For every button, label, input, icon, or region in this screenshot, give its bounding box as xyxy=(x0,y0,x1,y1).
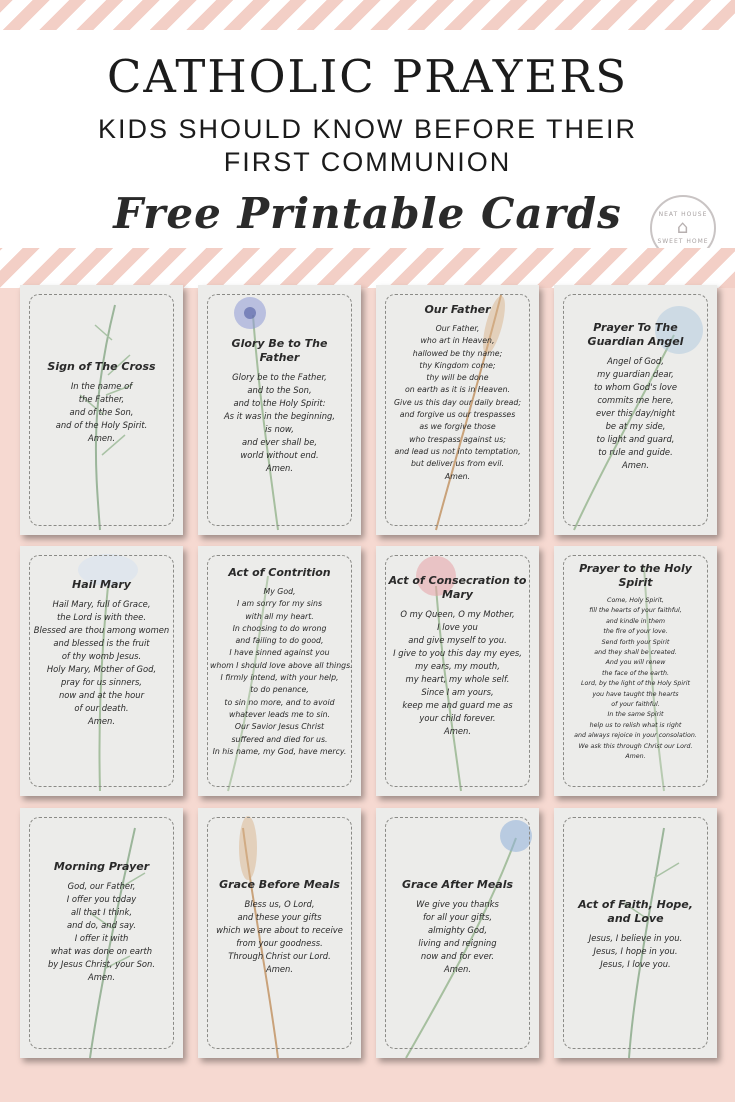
prayer-card xyxy=(198,285,361,535)
card-title: Act of Contrition xyxy=(228,566,331,579)
prayer-line: In the name of xyxy=(70,381,133,391)
prayer-line: and kindle in them xyxy=(605,617,666,625)
prayer-line: and ever shall be, xyxy=(241,437,318,447)
prayer-card xyxy=(554,285,717,535)
prayer-line: to rule and guide. xyxy=(598,447,673,457)
card-title: Act of Consecration to Mary xyxy=(388,574,527,601)
card-title: Morning Prayer xyxy=(53,860,150,873)
card-content xyxy=(388,574,527,738)
prayer-line: O my Queen, O my Mother, xyxy=(400,609,515,619)
prayer-line: Jesus, I love you. xyxy=(600,959,671,969)
prayer-line: Come, Holy Spirit, xyxy=(607,597,664,604)
prayer-line: In choosing to do wrong xyxy=(232,623,327,633)
prayer-line: world without end. xyxy=(240,450,319,460)
prayer-line: keep me and guard me as xyxy=(402,700,513,710)
prayer-line: Amen. xyxy=(444,471,471,481)
prayer-line: the face of the earth. xyxy=(602,669,669,677)
prayer-line: Holy Mary, Mother of God, xyxy=(46,664,157,674)
prayer-line: and of the Son, xyxy=(69,407,134,417)
prayer-line: who trespass against us; xyxy=(409,434,506,444)
prayer-line: Send forth your Spirit xyxy=(601,638,670,646)
prayer-line: as we forgive those xyxy=(419,422,496,432)
prayer-line: I firmly intend, with your help, xyxy=(220,673,339,683)
prayer-line: help us to relish what is right xyxy=(589,721,682,729)
prayer-card xyxy=(554,546,717,796)
prayer-card xyxy=(376,546,539,796)
prayer-line: to sin no more, and to avoid xyxy=(224,697,335,707)
prayer-line: of our death. xyxy=(74,703,129,713)
prayer-card xyxy=(20,285,183,535)
card-content xyxy=(210,566,353,758)
prayer-line: be at my side, xyxy=(605,421,666,431)
prayer-line: And you will renew xyxy=(605,659,666,667)
card-title: Our Father xyxy=(424,303,491,316)
prayer-line: my heart, my whole self. xyxy=(405,674,510,684)
prayer-line: and failing to do good, xyxy=(235,636,324,646)
prayer-line: and of the Holy Spirit. xyxy=(55,420,148,430)
card-content xyxy=(566,562,705,763)
prayer-line: ever this day/night xyxy=(595,408,676,418)
prayer-line: all that I think, xyxy=(71,907,132,917)
prayer-line: the fire of your love. xyxy=(603,628,668,636)
prayer-line: now and at the hour xyxy=(58,690,145,700)
prayer-line: Amen. xyxy=(625,753,646,761)
prayer-line: Amen. xyxy=(621,460,649,470)
card-title: Glory Be to The Father xyxy=(231,337,328,364)
prayer-line: Bless us, O Lord, xyxy=(244,899,315,909)
prayer-line: whatever leads me to sin. xyxy=(228,709,331,719)
prayer-line: who art in Heaven, xyxy=(420,336,495,346)
prayer-line: and do, and say. xyxy=(66,920,137,930)
prayer-line: pray for us sinners, xyxy=(61,677,142,687)
prayer-line: I offer it with xyxy=(74,933,129,943)
prayer-line: but deliver us from evil. xyxy=(410,459,505,469)
prayer-line: to whom God's love xyxy=(594,382,677,392)
prayer-line: almighty God, xyxy=(427,925,488,935)
prayer-line: Hail Mary, full of Grace, xyxy=(52,599,151,609)
prayer-line: whom I should love above all things. xyxy=(210,660,353,670)
prayer-line: Jesus, I believe in you. xyxy=(588,933,683,943)
prayer-line: Jesus, I hope in you. xyxy=(593,946,678,956)
card-title: Prayer to the Holy Spirit xyxy=(579,562,692,589)
prayer-line: Since I am yours, xyxy=(421,687,494,697)
prayer-line: and lead us not into temptation, xyxy=(394,446,521,456)
page-subtitle: KIDS SHOULD KNOW BEFORE THEIR FIRST COMMUNION xyxy=(97,114,638,177)
prayer-line: Our Savior Jesus Christ xyxy=(234,722,325,732)
badge-bottom-text: SWEET HOME xyxy=(657,238,709,245)
prayer-card xyxy=(554,808,717,1058)
prayer-line: commits me here, xyxy=(597,395,674,405)
prayer-line: thy Kingdom come; xyxy=(419,360,496,370)
card-content xyxy=(32,578,171,728)
prayer-line: As it was in the beginning, xyxy=(223,411,336,421)
prayer-line: living and reigning xyxy=(418,938,497,948)
card-content xyxy=(388,878,527,976)
prayer-line: from your goodness. xyxy=(236,938,323,948)
prayer-line: Amen. xyxy=(265,964,293,974)
prayer-line: Give us this day our daily bread; xyxy=(394,397,521,407)
badge-top-text: NEAT HOUSE xyxy=(658,211,708,218)
prayer-line: now and for ever. xyxy=(420,951,495,961)
prayer-line: what was done on earth xyxy=(50,946,153,956)
prayer-card xyxy=(20,808,183,1058)
prayer-line: and forgive us our trespasses xyxy=(399,410,516,420)
card-content xyxy=(210,337,349,475)
prayer-line: Amen. xyxy=(443,964,471,974)
prayer-card xyxy=(376,808,539,1058)
prayer-line: Amen. xyxy=(265,463,293,473)
prayer-line: to do penance, xyxy=(250,685,309,695)
card-content xyxy=(566,321,705,472)
prayer-line: I am sorry for my sins xyxy=(236,599,323,609)
prayer-line: the Lord is with thee. xyxy=(57,612,146,622)
card-title: Hail Mary xyxy=(72,578,131,591)
prayer-line: by Jesus Christ, your Son. xyxy=(47,959,156,969)
prayer-line: for all your gifts, xyxy=(422,912,493,922)
prayer-line: of thy womb Jesus. xyxy=(61,651,142,661)
prayer-line: We ask this through Christ our Lord. xyxy=(578,742,693,750)
prayer-line: fill the hearts of your faithful, xyxy=(589,607,682,615)
prayer-line: and blessed is the fruit xyxy=(53,638,150,648)
house-icon: ⌂ xyxy=(676,217,690,238)
prayer-card xyxy=(198,546,361,796)
prayer-line: We give you thanks xyxy=(416,899,499,909)
card-title: Act of Faith, Hope, and Love xyxy=(578,898,693,925)
prayer-line: and always rejoice in your consolation. xyxy=(574,732,697,740)
prayer-line: My God, xyxy=(263,587,296,596)
prayer-line: I have sinned against you xyxy=(229,648,330,658)
prayer-line: your child forever. xyxy=(419,713,496,723)
prayer-line: the Father, xyxy=(78,394,125,404)
prayer-line: Amen. xyxy=(443,726,471,736)
card-title: Prayer To The Guardian Angel xyxy=(587,321,684,348)
prayer-line: Our Father, xyxy=(435,324,480,333)
card-content xyxy=(32,860,171,984)
prayer-line: Amen. xyxy=(87,716,115,726)
prayer-line: and to the Son, xyxy=(247,385,312,395)
prayer-line: you have taught the hearts xyxy=(592,690,679,698)
card-title: Grace After Meals xyxy=(401,878,514,891)
prayer-line: and they shall be created. xyxy=(594,649,677,657)
prayer-line: I offer you today xyxy=(66,894,137,904)
prayer-card xyxy=(376,285,539,535)
prayer-line: and these your gifts xyxy=(237,912,322,922)
prayer-line: my guardian dear, xyxy=(597,369,674,379)
prayer-line: In the same Spirit xyxy=(607,711,664,719)
prayer-line: In his name, my God, have mercy. xyxy=(212,746,347,756)
prayer-line: which we are about to receive xyxy=(216,925,343,935)
card-content xyxy=(388,303,527,483)
card-content xyxy=(566,898,705,971)
prayer-line: is now, xyxy=(265,424,294,434)
prayer-line: I love you xyxy=(437,622,478,632)
prayer-line: Glory be to the Father, xyxy=(232,372,327,382)
card-content xyxy=(210,878,349,976)
prayer-line: and give myself to you. xyxy=(408,635,507,645)
prayer-line: on earth as it is in Heaven. xyxy=(404,385,511,395)
prayer-line: hallowed be thy name; xyxy=(412,348,503,358)
prayer-line: Through Christ our Lord. xyxy=(228,951,331,961)
prayer-line: of your faithful. xyxy=(611,701,660,709)
card-title: Sign of The Cross xyxy=(47,360,156,373)
prayer-line: God, our Father, xyxy=(67,881,136,891)
prayer-line: Blessed are thou among women xyxy=(33,625,170,635)
prayer-card xyxy=(20,546,183,796)
prayer-line: to light and guard, xyxy=(596,434,675,444)
prayer-line: Lord, by the light of the Holy Spirit xyxy=(581,680,690,688)
prayer-line: thy will be done xyxy=(426,373,489,383)
prayer-line: and to the Holy Spirit: xyxy=(233,398,326,408)
prayer-line: my ears, my mouth, xyxy=(415,661,500,671)
prayer-line: Amen. xyxy=(87,433,115,443)
page-title: CATHOLIC PRAYERS xyxy=(106,50,629,103)
prayer-line: Angel of God, xyxy=(607,356,664,366)
prayer-line: I give to you this day my eyes, xyxy=(393,648,522,658)
prayer-line: suffered and died for us. xyxy=(231,734,328,744)
prayer-line: Amen. xyxy=(87,972,115,982)
card-title: Grace Before Meals xyxy=(219,878,340,891)
prayer-card xyxy=(198,808,361,1058)
prayer-line: with all my heart. xyxy=(245,611,314,621)
card-content xyxy=(32,360,171,445)
script-tagline: Free Printable Cards xyxy=(113,189,622,238)
